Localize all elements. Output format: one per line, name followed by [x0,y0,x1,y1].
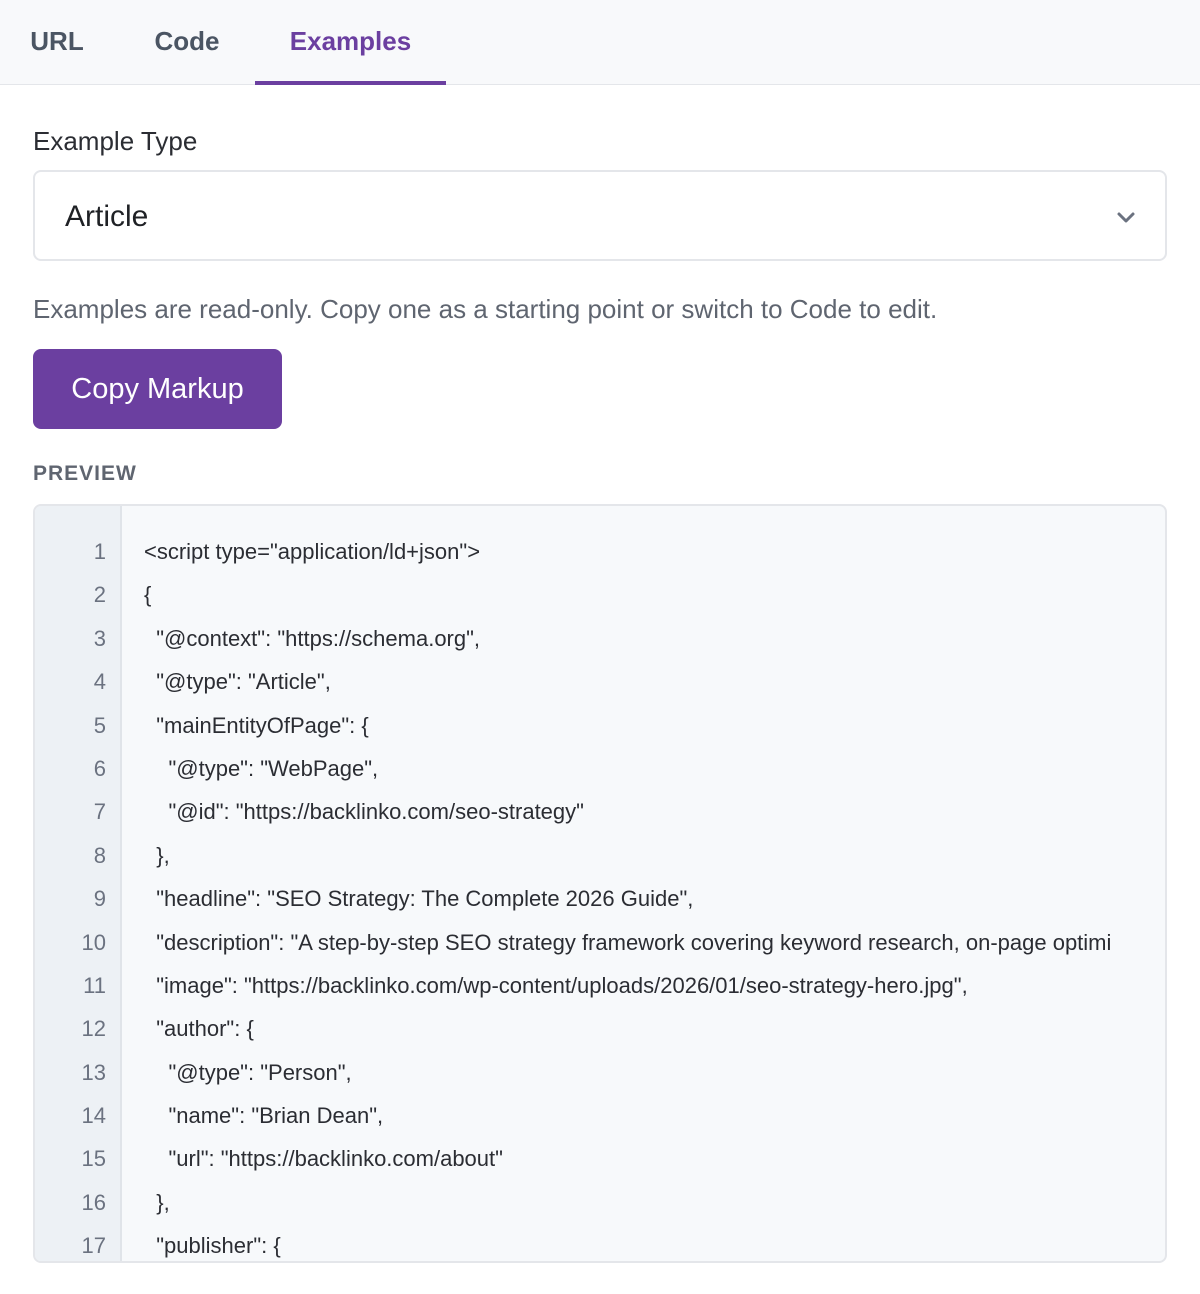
line-number: 17 [81,1233,106,1259]
code-line [35,1051,1165,1094]
line-number: 6 [93,755,106,781]
code-text: "url": "https://backlinko.com/about" [144,1146,503,1172]
code-line [35,1137,1165,1180]
code-line [35,1181,1165,1224]
code-text: "publisher": { [144,1233,281,1259]
example-type-select[interactable] [33,170,1167,261]
code-line [35,921,1165,964]
code-line [35,573,1165,616]
code-text: "@id": "https://backlinko.com/seo-strategy" [144,799,584,825]
line-number: 15 [81,1146,106,1172]
code-line [35,747,1165,790]
code-text: <script type="application/ld+json"> [144,539,481,564]
line-number: 11 [83,972,106,998]
code-preview[interactable] [33,504,1167,1263]
line-number: 8 [93,842,106,868]
line-number: 10 [81,929,106,955]
code-text: "image": "https://backlinko.com/wp-content/uploads/2026/01/seo-strategy-hero.jpg", [144,972,968,998]
line-number: 1 [93,539,106,564]
tab-bar [0,0,1200,85]
code-line [35,704,1165,747]
read-only-helper-text: Examples are read-only. Copy one as a starting point or switch to Code to edit. [33,294,938,324]
code-text: "@context": "https://schema.org", [144,625,481,651]
line-number: 12 [81,1016,106,1042]
code-text: { [144,582,152,608]
copy-markup-button[interactable] [33,349,282,429]
example-type-label: Example Type [33,126,198,156]
tab-url-label: URL [30,26,84,56]
tab-url[interactable] [0,0,114,85]
line-number: 14 [81,1103,106,1129]
code-line [35,1007,1165,1050]
code-text: "description": "A step-by-step SEO strategy framework covering keyword research, on-page optimi [144,929,1112,955]
example-type-selected-value: Article [65,200,149,233]
chevron-down-icon [1115,206,1137,228]
tab-examples[interactable] [255,0,446,85]
code-text: "author": { [144,1016,254,1042]
line-number: 5 [93,712,106,738]
code-line [35,1224,1165,1263]
code-line [35,530,1165,573]
code-lines [35,530,1165,1263]
tab-code[interactable] [119,0,255,85]
code-text: "@type": "Article", [144,669,331,695]
code-text: "mainEntityOfPage": { [144,712,369,738]
code-text: }, [144,842,170,868]
line-number: 2 [93,582,106,608]
line-number: 9 [93,886,106,912]
tab-examples-label: Examples [289,26,412,56]
line-number: 4 [93,669,106,695]
code-line [35,834,1165,877]
tab-code-label: Code [154,26,220,56]
line-number: 7 [93,799,106,825]
code-line [35,617,1165,660]
line-number: 13 [81,1059,106,1085]
copy-markup-button-label: Copy Markup [71,373,244,405]
line-number: 16 [81,1189,106,1215]
code-text: "name": "Brian Dean", [144,1103,384,1129]
code-line [35,660,1165,703]
code-text: "headline": "SEO Strategy: The Complete 2026 Guide", [144,886,694,912]
code-text: "@type": "Person", [144,1059,352,1085]
active-tab-indicator [255,81,446,85]
code-line [35,964,1165,1007]
code-line [35,1094,1165,1137]
code-line [35,790,1165,833]
code-line [35,877,1165,920]
code-text: "@type": "WebPage", [144,755,379,781]
code-text: }, [144,1189,170,1215]
preview-heading: PREVIEW [33,462,137,485]
line-number: 3 [93,625,106,651]
